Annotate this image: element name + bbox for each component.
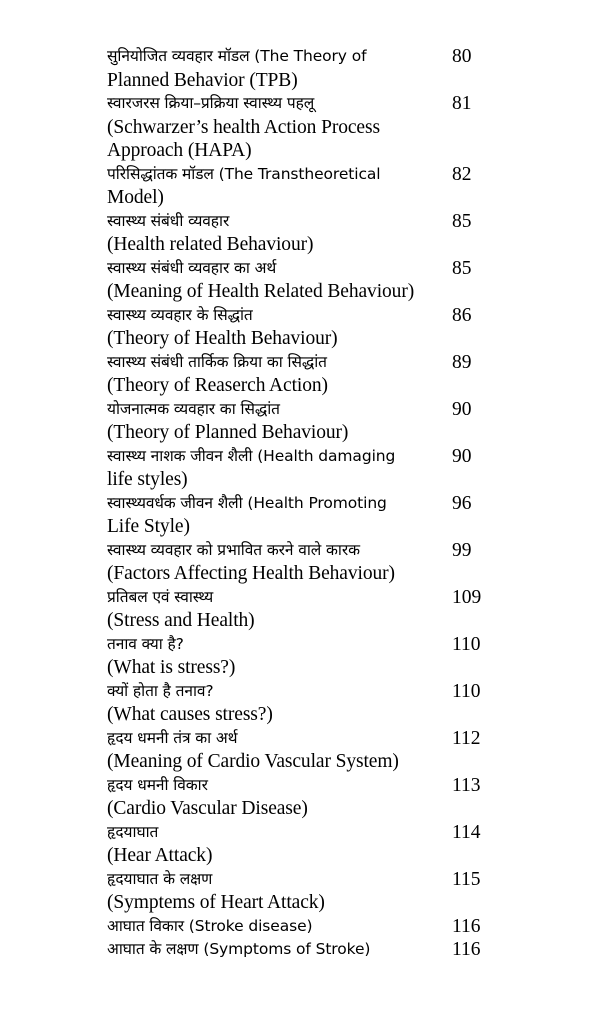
toc-entry-title-line: स्वास्थ्यवर्धक जीवन शैली (Health Promoting (107, 493, 387, 512)
toc-entry-title-line: स्वारजरस क्रिया–प्रक्रिया स्वास्थ्य पहलू (107, 94, 315, 112)
toc-entry-page-number: 116 (452, 939, 481, 960)
toc-entry-page-number: 89 (452, 351, 472, 373)
toc-entry-page-number: 96 (452, 492, 472, 514)
toc-entry-title-line: हृदयाघात के लक्षण (107, 869, 213, 888)
toc-entry-title-line: हृदय धमनी विकार (107, 775, 208, 794)
toc-entry (107, 539, 502, 586)
toc-entry-title-line: तनाव क्या है? (107, 634, 184, 653)
toc-entry-page-number: 110 (452, 633, 481, 655)
toc-entry-title-line: (Symptems of Heart Attack) (107, 892, 325, 913)
toc-entry-title-line: आघात विकार (Stroke disease) (107, 916, 313, 935)
toc-entry-page-number: 90 (452, 398, 472, 420)
toc-entry (107, 163, 502, 210)
toc-entry (107, 210, 502, 257)
toc-entry-title-line: (Theory of Reaserch Action) (107, 375, 328, 396)
toc-entry-title-line: स्वास्थ्य संबंधी तार्किक क्रिया का सिद्धांत (107, 352, 327, 371)
toc-entry-title-line: हृदय धमनी तंत्र का अर्थ (107, 728, 238, 747)
toc-entry-title-line: स्वास्थ्य व्यवहार को प्रभावित करने वाले कारक (107, 540, 360, 559)
toc-entry (107, 680, 502, 727)
toc-entry (107, 492, 502, 539)
toc-entry-title-line: (Meaning of Health Related Behaviour) (107, 281, 415, 302)
toc-entry-title-line: (Health related Behaviour) (107, 234, 314, 255)
toc-entry-page-number: 114 (452, 821, 481, 843)
toc-entry-title-line: Planned Behavior (TPB) (107, 69, 298, 91)
toc-entry-title-line: (Schwarzer’s health Action Process (107, 116, 380, 138)
toc-entry-title-line: (Cardio Vascular Disease) (107, 798, 308, 819)
toc-entry-page-number: 90 (452, 445, 472, 467)
toc-entry-title-line: life styles) (107, 469, 188, 490)
toc-entry (107, 45, 502, 92)
toc-entry-page-number: 112 (452, 727, 481, 749)
toc-entry (107, 868, 502, 915)
toc-entry-title-line: (What is stress?) (107, 657, 236, 678)
toc-entry (107, 351, 502, 398)
toc-entry (107, 821, 502, 868)
toc-entry-title-line: Model) (107, 187, 164, 208)
toc-entry (107, 727, 502, 774)
toc-entry (107, 398, 502, 445)
toc-entry-title-line: क्यों होता है तनाव? (107, 681, 214, 700)
toc-entry-title-line: Approach (HAPA) (107, 140, 252, 161)
toc-entry-page-number: 85 (452, 210, 472, 232)
toc-entry-title-line: (Factors Affecting Health Behaviour) (107, 563, 395, 584)
toc-entry-page-number: 99 (452, 539, 472, 561)
toc-entry-page-number: 113 (452, 774, 481, 796)
toc-entry (107, 304, 502, 351)
toc-entry-title-line: (Meaning of Cardio Vascular System) (107, 751, 399, 772)
toc-entry-title-line: स्वास्थ्य संबंधी व्यवहार (107, 211, 230, 230)
toc-entry-title-line: (Stress and Health) (107, 610, 255, 631)
toc-entry-title-line: (Theory of Health Behaviour) (107, 328, 338, 349)
toc-entry-page-number: 109 (452, 586, 482, 608)
toc-entry-page-number: 115 (452, 868, 481, 890)
toc-entry (107, 92, 502, 163)
toc-entry-page-number: 116 (452, 915, 481, 937)
toc-entry-title-line: Life Style) (107, 516, 190, 537)
toc-entry-page-number: 80 (452, 46, 472, 67)
toc-entry (107, 774, 502, 821)
toc-entry-title-line: हृदयाघात (107, 822, 159, 841)
toc-entry-page-number: 86 (452, 304, 472, 326)
toc-entry-title-line: सुनियोजित व्यवहार मॉडल (The Theory of (107, 47, 367, 65)
toc-entry-page-number: 85 (452, 257, 472, 279)
toc-entry (107, 938, 502, 962)
toc-entry (107, 586, 502, 633)
toc-entry-page-number: 81 (452, 93, 472, 114)
toc-entry-title-line: स्वास्थ्य व्यवहार के सिद्धांत (107, 305, 253, 324)
toc-entry (107, 915, 502, 939)
toc-entry-title-line: (Hear Attack) (107, 845, 213, 866)
toc-entry (107, 445, 502, 492)
toc-entry-title-line: स्वास्थ्य संबंधी व्यवहार का अर्थ (107, 258, 277, 277)
toc-entry-title-line: (What causes stress?) (107, 704, 273, 725)
toc-entry-title-line: आघात के लक्षण (Symptoms of Stroke) (107, 940, 371, 958)
toc-entry-page-number: 110 (452, 680, 481, 702)
toc-entry (107, 257, 502, 304)
toc-entry-title-line: (Theory of Planned Behaviour) (107, 422, 349, 443)
toc-entry-title-line: प्रतिबल एवं स्वास्थ्य (107, 587, 214, 606)
table-of-contents (107, 45, 502, 962)
toc-entry-title-line: योजनात्मक व्यवहार का सिद्धांत (107, 399, 280, 418)
toc-entry-title-line: स्वास्थ्य नाशक जीवन शैली (Health damaging (107, 446, 396, 465)
toc-entry-page-number: 82 (452, 163, 472, 185)
toc-entry-title-line: परिसिद्धांतक मॉडल (The Transtheoretical (107, 164, 381, 183)
toc-entry (107, 633, 502, 680)
